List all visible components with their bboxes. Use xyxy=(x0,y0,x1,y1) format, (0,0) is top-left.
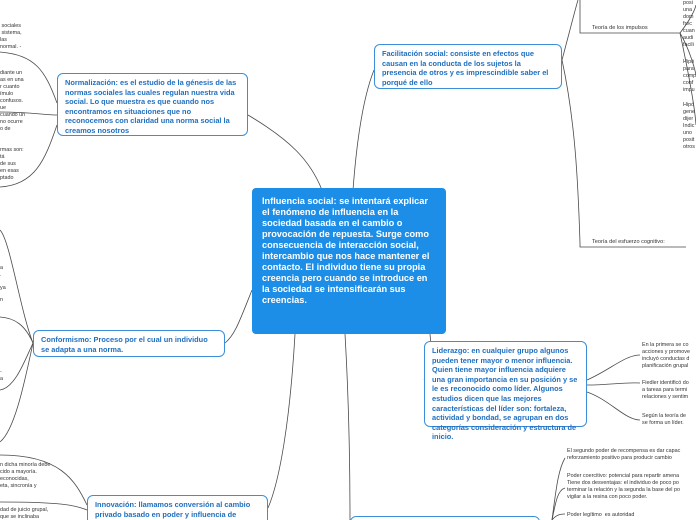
link-normalizacion xyxy=(248,115,322,190)
left-conf-2: ya xyxy=(0,285,6,291)
left-innov-1: n dicha minoría debe cido a mayoría. econocidas, eta, sincronía y xyxy=(0,462,51,489)
right-text-r1: posi una dom frec cuan audi facili xyxy=(683,0,695,48)
topic-poder[interactable] xyxy=(350,516,540,520)
link-innovacion xyxy=(268,334,295,508)
left-text-3: rmas son: tá de sus en esas ptado xyxy=(0,147,24,181)
right-text-r2: Hipó para comp conf impu xyxy=(683,59,696,93)
link-p3 xyxy=(552,514,565,520)
topic-innovacion[interactable]: Innovación: llamamos conversión al cambio privado basado en poder y influencia de xyxy=(87,495,268,520)
link-fac-trunk xyxy=(562,60,580,243)
left-innov-2: dad de juicio grupal, que se inclinaba xyxy=(0,507,49,520)
left-conf-3: n xyxy=(0,297,3,303)
link-conf-down xyxy=(0,343,33,442)
left-conf-5: a xyxy=(0,376,3,382)
right-poder-2: Poder coercitivo: potencial para repartir amena Tiene dos desventajas: el individuo de poco po terminar la relación y la segunda la base del po vigilar a la resina con poco poder. xyxy=(567,473,680,500)
link-facilitacion xyxy=(353,70,374,190)
topic-conformismo[interactable]: Conformismo: Proceso por el cual un individuo se adapta a una norma. xyxy=(33,330,225,357)
topic-normalizacion[interactable]: Normalización: es el estudio de la génesis de las normas sociales las cuales regulan nuestra vida social. Lo que muestra es que cuando nos encontramos en situaciones que no reconocemos con claridad una norma social la creamos nosotros xyxy=(57,73,248,136)
right-liderazgo-3: Según la teoría de se forma un líder. xyxy=(642,413,687,426)
topic-liderazgo[interactable]: Liderazgo: en cualquier grupo algunos pueden tener mayor o menor influencia. Quien tiene mayor influencia adquiere una gran importancia en su posición y se le es reconocido como líder. Algunos estudios dicen que las mejores características del líder son: fortaleza, actividad y bondad, se agrupan en dos categorías consideración y estructura de inicio. xyxy=(424,341,587,427)
link-conformismo xyxy=(225,290,252,343)
link-lz1 xyxy=(587,355,640,380)
topic-facilitacion[interactable]: Facilitación social: consiste en efectos que causan en la conducta de los sujetos la presencia de otros y es imprescindible saber el porqué de ello xyxy=(374,44,562,89)
link-lz2 xyxy=(587,383,640,385)
label-teoria-esfuerzo[interactable]: Teoría del esfuerzo cognitivo: xyxy=(592,239,665,245)
left-conf-4: - xyxy=(0,369,2,375)
right-text-r3: Hipó gene dijer Indic uno posit otros xyxy=(683,102,695,150)
right-liderazgo-1: En la primera se co acciones y promove incluyó conductas d planificación grupal xyxy=(642,342,690,369)
label-teoria-impulsos[interactable]: Teoría de los impulsos xyxy=(592,25,648,31)
link-conf-1 xyxy=(0,317,33,343)
right-poder-3: Poder legítimo es autoridad xyxy=(567,512,635,518)
left-text-1: sociales sistema, las normal. - xyxy=(0,23,22,50)
left-conf-1: a . xyxy=(0,265,3,278)
central-topic[interactable]: Influencia social: se intentará explicar el fenómeno de influencia en la sociedad basada en el cambio o provocación de repuesta. Surge como consecuencia de interacción social, intercambio que nos hace mantener el contacto. El individuo tiene su propia creencia pero cuando se introduce en la sociedad se intensificarán sus creencias. xyxy=(252,188,446,334)
link-poder xyxy=(345,334,350,520)
link-fac-up xyxy=(562,0,578,60)
left-text-2: diante un as en una r cuanto ímulo confusos. ue cuando un no ocurre o de xyxy=(0,70,26,132)
right-liderazgo-2: Fiedler identificó do a tareas para termi relaciones y sentim xyxy=(642,380,689,400)
right-poder-1: El segundo poder de recompensa es dar capac reforzamiento positivo para producir cambio xyxy=(567,448,681,461)
link-lz3 xyxy=(587,392,640,420)
